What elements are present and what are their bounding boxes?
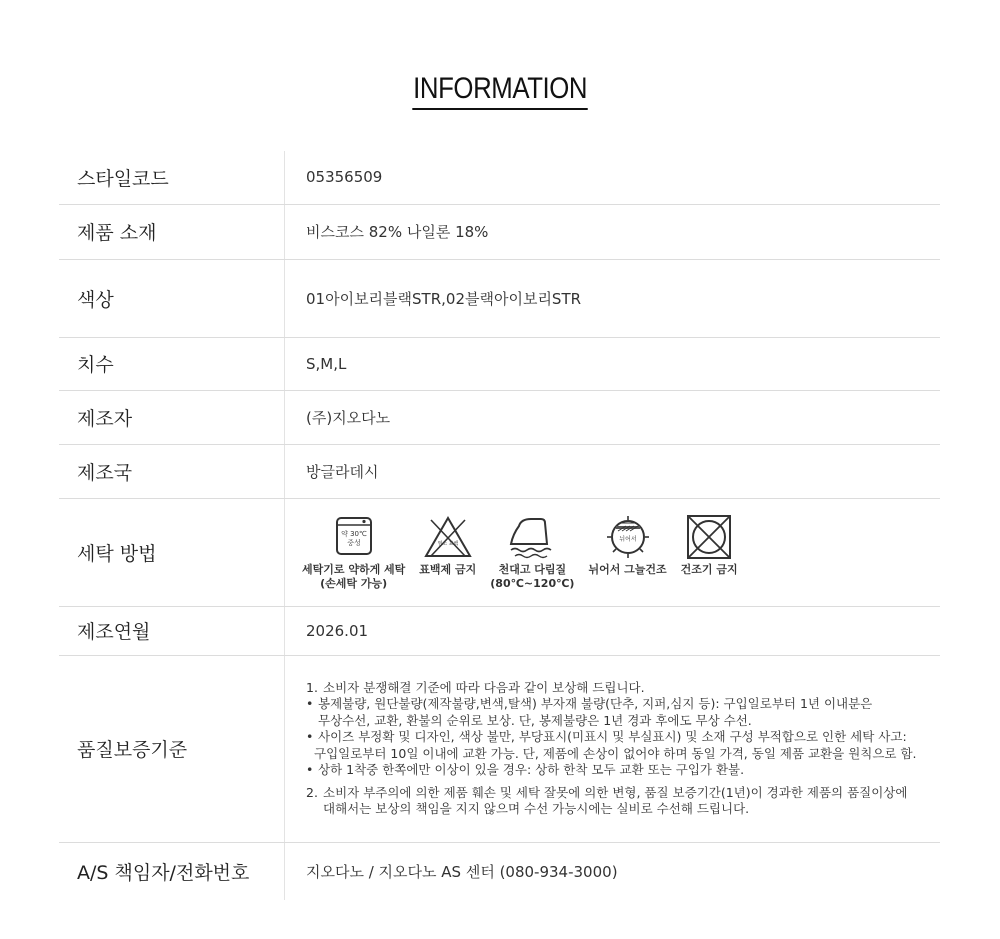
quality-value	[285, 655, 941, 842]
hand-wash-icon	[331, 514, 377, 560]
row-country	[59, 444, 940, 498]
row-as	[59, 842, 940, 900]
date-label: 제조연월	[59, 606, 285, 655]
quality-text	[306, 680, 940, 818]
material-value: 비스코스 82% 나일론 18%	[285, 204, 941, 259]
date-value: 2026.01	[285, 606, 941, 655]
quality-item-1	[306, 680, 940, 697]
no-tumble-dry-label: 건조기 금지	[680, 562, 738, 576]
quality-item-2-num: 2.	[306, 784, 318, 800]
hand-wash-icon-text-1: 약 30℃	[340, 529, 367, 538]
row-quality	[59, 655, 940, 842]
wash-value	[285, 498, 941, 606]
maker-label: 제조자	[59, 390, 285, 444]
quality-item-2	[306, 785, 940, 802]
info-table	[59, 151, 940, 900]
quality-bullet-2	[306, 729, 940, 746]
hand-wash-icon-text-2: 중성	[346, 538, 361, 547]
maker-value: (주)지오다노	[285, 390, 941, 444]
quality-bullet-3	[306, 762, 940, 779]
hand-wash-label-1: 세탁기로 약하게 세탁	[302, 562, 406, 576]
as-label: A/S 책임자/전화번호	[59, 842, 285, 900]
care-item-shade-dry	[588, 514, 666, 577]
as-value: 지오다노 / 지오다노 AS 센터 (080-934-3000)	[306, 862, 618, 881]
care-item-no-tumble-dry	[681, 514, 738, 577]
iron-label-1: 천대고 다림질	[498, 562, 567, 576]
country-label: 제조국	[59, 444, 285, 498]
bullet-dot: •	[306, 696, 314, 711]
care-item-no-bleach	[419, 514, 476, 577]
title-wrap	[0, 72, 1000, 110]
shade-dry-label: 뉘어서 그늘건조	[588, 562, 667, 576]
wash-label: 세탁 방법	[59, 498, 285, 606]
row-size	[59, 337, 940, 390]
shade-dry-icon	[604, 514, 652, 560]
bullet-dot: •	[306, 762, 314, 777]
no-bleach-label: 표백제 금지	[419, 562, 477, 576]
style-code-value: 05356509	[285, 151, 941, 204]
bullet-dot: •	[306, 729, 314, 744]
quality-bullet-1-line-1: 봉제불량, 원단불량(제작불량,변색,탈색) 부자재 불량(단추, 지퍼,심지 등): 구입일로부터 1년 이내분은	[318, 696, 873, 711]
quality-item-1-num: 1.	[306, 679, 318, 695]
iron-label-2: (80℃~120℃)	[490, 576, 575, 590]
quality-bullet-1-line-2: 무상수선, 교환, 환불의 순위로 보상. 단, 봉제불량은 1년 경과 후에도 무상 수선.	[318, 712, 752, 728]
material-label: 제품 소재	[59, 204, 285, 259]
quality-bullet-2-line-1: 사이즈 부정확 및 디자인, 색상 불만, 부당표시(미표시 및 부실표시) 및 소재 구성 부적합으로 인한 세탁 사고:	[318, 729, 907, 744]
quality-item-2-line-1: 소비자 부주의에 의한 제품 훼손 및 세탁 잘못에 의한 변형, 품질 보증기간(1년)이 경과한 제품의 품질이상에	[323, 784, 908, 800]
quality-label: 품질보증기준	[59, 655, 285, 842]
quality-bullet-2-line-2: 구입일로부터 10일 이내에 교환 가능. 단, 제품에 손상이 없어야 하며 동일 가격, 동일 제품 교환을 원칙으로 함.	[314, 745, 917, 761]
iron-icon	[505, 514, 559, 560]
row-wash	[59, 498, 940, 606]
care-item-hand-wash	[302, 514, 405, 591]
care-symbols	[302, 514, 940, 591]
quality-bullet-1	[306, 696, 940, 713]
page-title: INFORMATION	[412, 72, 588, 110]
shade-dry-icon-text: 뉘어서	[618, 535, 637, 543]
style-code-label: 스타일코드	[59, 151, 285, 204]
quality-item-1-text: 소비자 분쟁해결 기준에 따라 다음과 같이 보상해 드립니다.	[323, 679, 645, 695]
country-value: 방글라데시	[285, 444, 941, 498]
quality-item-2-line-2: 대해서는 보상의 책임을 지지 않으며 수선 가능시에는 실비로 수선해 드립니다.	[323, 801, 750, 816]
row-color	[59, 259, 940, 337]
size-label: 치수	[59, 337, 285, 390]
quality-bullet-3-line-1: 상하 1착중 한쪽에만 이상이 있을 경우: 상하 한착 모두 교환 또는 구입가 환불.	[318, 762, 745, 777]
row-material	[59, 204, 940, 259]
size-value: S,M,L	[285, 337, 941, 390]
row-date	[59, 606, 940, 655]
row-maker	[59, 390, 940, 444]
row-style-code	[59, 151, 940, 204]
no-tumble-dry-icon	[685, 514, 733, 560]
care-item-iron	[490, 514, 574, 591]
no-bleach-icon-text: 염소 표백	[437, 540, 459, 547]
hand-wash-label-2: (손세탁 가능)	[320, 576, 388, 590]
no-bleach-icon	[423, 514, 473, 560]
color-label: 색상	[59, 259, 285, 337]
color-value: 01아이보리블랙STR,02블랙아이보리STR	[285, 259, 941, 337]
